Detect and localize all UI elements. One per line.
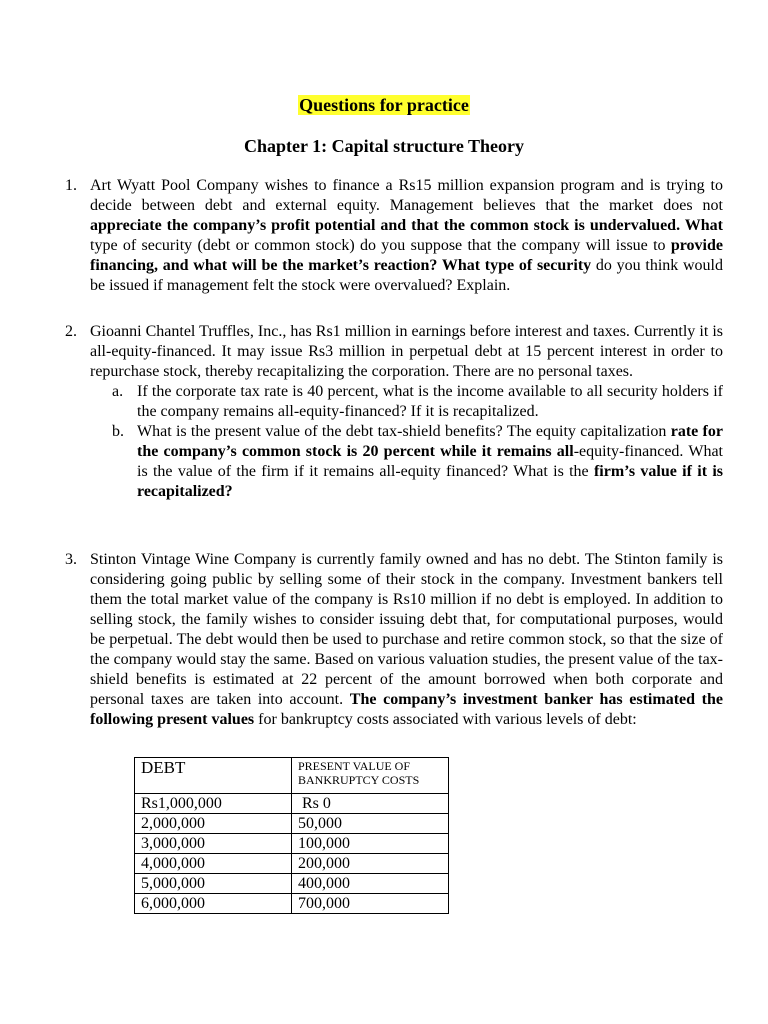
q1-text-part: do you think would be issued if management felt the stock were overvalued? Explain. bbox=[90, 257, 724, 294]
pv-cell: 200,000 bbox=[292, 854, 449, 874]
debt-cell: 2,000,000 bbox=[135, 814, 292, 834]
question-3-number: 3. bbox=[65, 551, 77, 568]
question-1-text bbox=[90, 176, 723, 296]
q2b-text-part: What is the present value of the debt tax-shield benefits? The equity capitalization bbox=[137, 423, 671, 440]
q3-text-part: for bankruptcy costs associated with various levels of debt: bbox=[254, 711, 637, 728]
debt-cell: 3,000,000 bbox=[135, 834, 292, 854]
debt-cell: 4,000,000 bbox=[135, 854, 292, 874]
question-2b bbox=[112, 422, 723, 502]
page-title-highlight: Questions for practice bbox=[299, 95, 469, 115]
q1-text-part: Art Wyatt Pool Company wishes to finance a Rs15 million expansion program and is trying to decide between debt and external equity. Management believes that the market does not bbox=[90, 177, 723, 214]
question-2-text: Gioanni Chantel Truffles, Inc., has Rs1 million in earnings before interest and taxes. Currently it is all-equity-financed. It may issue Rs3 million in perpetual debt at 15 percent interest in order to repurchase stock, thereby recapitalizing the corporation. There are no personal taxes. bbox=[90, 323, 723, 380]
debt-cell: 6,000,000 bbox=[135, 894, 292, 914]
pv-cell: 50,000 bbox=[292, 814, 449, 834]
debt-cell: Rs1,000,000 bbox=[135, 794, 292, 814]
q3-text-part: Stinton Vintage Wine Company is currently family owned and has no debt. The Stinton family is considering going public by selling some of their stock in the company. Investment bankers tell them the total market value of the company is Rs10 million if no debt is employed. In addition to selling stock, the family wishes to consider issuing debt that, for computational purposes, would be perpetual. The debt would then be used to purchase and retire common stock, so that the size of the company would stay the same. Based on various valuation studies, the present value of the tax-shield benefits is estimated at 22 percent of the amount borrowed when both corporate and personal taxes are taken into account. bbox=[90, 551, 723, 708]
table-row bbox=[135, 814, 449, 834]
q2b-bold-part: firm’s value if it is recapitalized? bbox=[137, 463, 724, 500]
q3-bold-part: The company’s investment banker has estimated the following present values bbox=[90, 691, 723, 728]
q1-bold-part: appreciate the company’s profit potential and that the common stock is undervalued. What bbox=[90, 217, 723, 234]
pv-cell: 700,000 bbox=[292, 894, 449, 914]
header-pv-line-2: BANKRUPTCY COSTS bbox=[298, 773, 420, 787]
question-1 bbox=[65, 176, 723, 296]
q2b-bold-part: rate for the company’s common stock is 20 percent while it remains all bbox=[137, 423, 723, 460]
table-header-row bbox=[135, 758, 449, 794]
pv-cell: Rs 0 bbox=[292, 794, 449, 814]
question-2b-text bbox=[137, 422, 723, 502]
page-title bbox=[0, 94, 768, 116]
question-2a bbox=[112, 382, 723, 422]
question-2 bbox=[65, 322, 723, 502]
q1-text-part: type of security (debt or common stock) do you suppose that the company will issue to bbox=[90, 237, 671, 254]
question-3 bbox=[65, 550, 723, 730]
debt-cell: 5,000,000 bbox=[135, 874, 292, 894]
header-present-value bbox=[292, 758, 449, 794]
table-row bbox=[135, 854, 449, 874]
question-1-number: 1. bbox=[65, 177, 77, 194]
bankruptcy-costs-table bbox=[134, 757, 449, 914]
pv-cell: 400,000 bbox=[292, 874, 449, 894]
table-row bbox=[135, 874, 449, 894]
chapter-title: Chapter 1: Capital structure Theory bbox=[244, 136, 524, 156]
table-row bbox=[135, 894, 449, 914]
header-debt: DEBT bbox=[135, 758, 292, 794]
question-2a-text: If the corporate tax rate is 40 percent, what is the income available to all security holders if the company remains all-equity-financed? If it is recapitalized. bbox=[137, 383, 723, 420]
q1-bold-part: provide financing, and what will be the market’s reaction? What type of security bbox=[90, 237, 723, 274]
question-2-number: 2. bbox=[65, 323, 77, 340]
table-row bbox=[135, 794, 449, 814]
q2b-text-part: -equity-financed. What is the value of the firm if it remains all-equity financed? What is the bbox=[137, 443, 724, 480]
question-2a-label: a. bbox=[112, 383, 124, 400]
question-2b-label: b. bbox=[112, 423, 124, 440]
pv-cell: 100,000 bbox=[292, 834, 449, 854]
question-3-text bbox=[90, 550, 723, 730]
header-pv-line-1: PRESENT VALUE OF bbox=[298, 759, 411, 773]
table-row bbox=[135, 834, 449, 854]
